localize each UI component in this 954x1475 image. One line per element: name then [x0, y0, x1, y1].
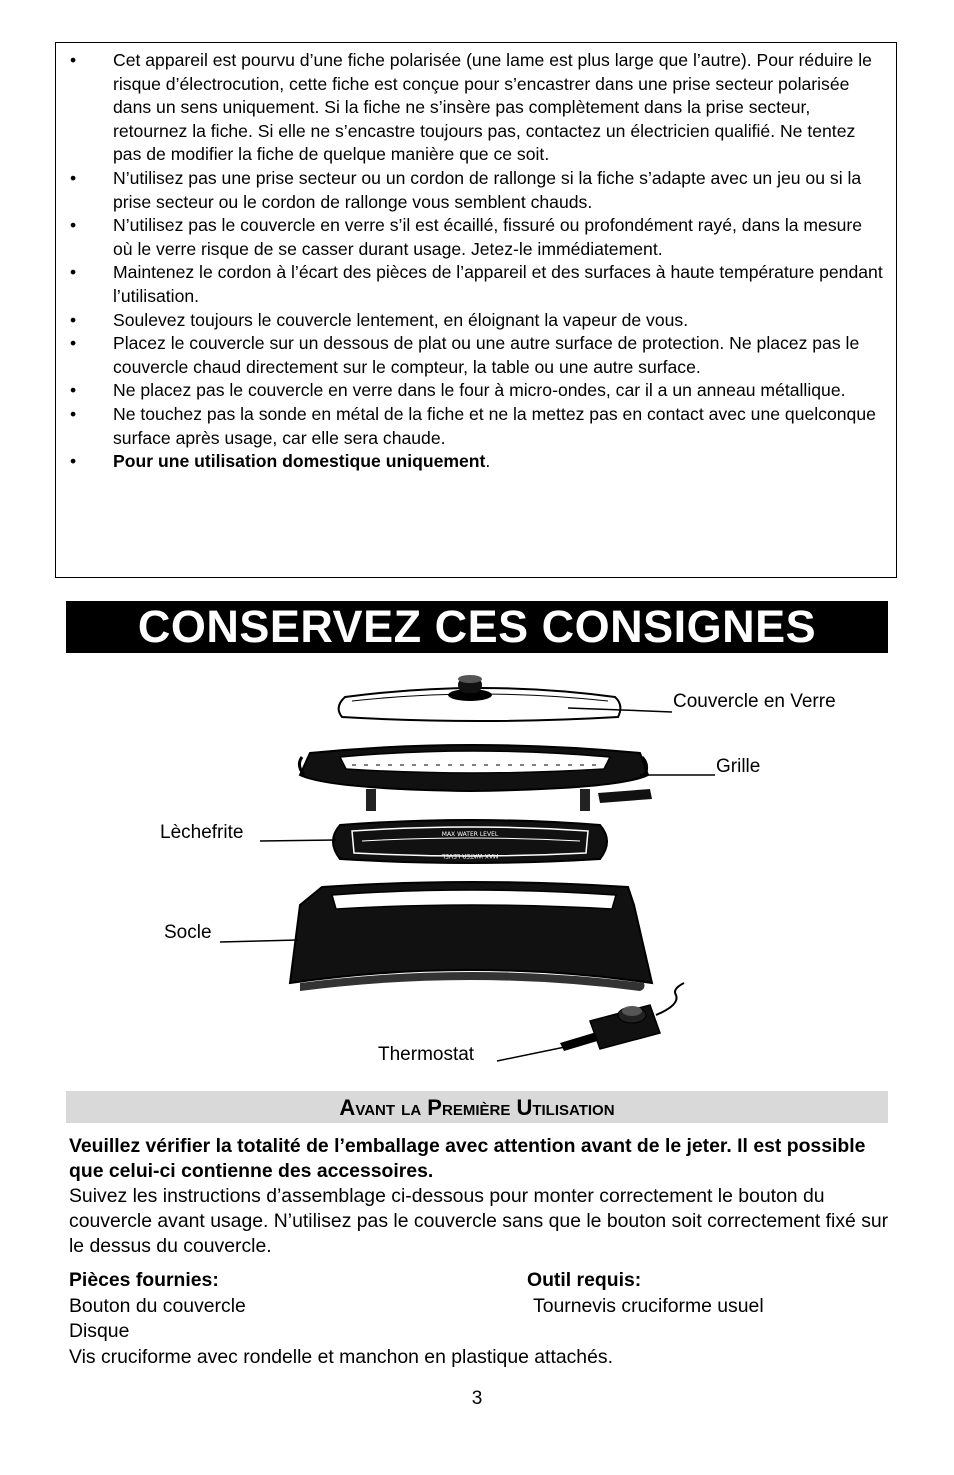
assembly-instructions: Suivez les instructions d’assemblage ci-dessous pour monter correctement le bouton du couvercle avant usage. N’utilisez pas le couvercle sans que le bouton soit correctement fixé sur le dessus du couvercle. — [69, 1185, 889, 1257]
warning-item — [56, 214, 884, 261]
warning-item — [56, 379, 884, 403]
label-base: Socle — [164, 922, 212, 943]
leader-thermostat — [497, 1047, 565, 1061]
bullet: • — [70, 167, 77, 188]
base-illustration — [290, 882, 652, 991]
label-drip-tray: Lèchefrite — [160, 822, 244, 843]
parts-heading: Pièces fournies: — [69, 1269, 219, 1291]
bullet: • — [70, 403, 77, 424]
tools-column — [527, 1268, 764, 1319]
warning-item — [56, 332, 884, 379]
bullet: • — [70, 50, 77, 70]
parts-illustration — [0, 665, 954, 1085]
drip-tray-illustration — [333, 820, 607, 863]
part-item: Vis cruciforme avec rondelle et manchon en plastique attachés. — [69, 1345, 613, 1368]
thermostat-illustration — [560, 983, 684, 1051]
warning-text: Cet appareil est pourvu d’une fiche polarisée (une lame est plus large que l’autre). Pour réduire le risque d’électrocution, cette fiche est conçue pour s’encastrer dans une prise secteur polarisée dans un sens uniquement. Si la fiche ne s’insère pas complètement dans la prise secteur, retournez la fiche. Si elle ne s’encastre toujours pas, contactez un électricien qualifié. Ne tentez pas de modifier la fiche de quelque manière que ce soit. — [113, 50, 872, 165]
tray-label-bottom: MAX WATER LEVEL — [441, 852, 499, 859]
warning-item — [56, 403, 884, 450]
bullet: • — [70, 451, 77, 472]
warning-item — [56, 49, 884, 167]
warning-text: Ne placez pas le couvercle en verre dans le four à micro-ondes, car il a un anneau métallique. — [113, 380, 846, 401]
warning-item — [56, 167, 884, 214]
warning-text: Placez le couvercle sur un dessous de plat ou une autre surface de protection. Ne placez pas le couvercle chaud directement sur le compteur, la table ou une autre surface. — [113, 333, 860, 377]
part-item: Disque — [69, 1320, 130, 1342]
parts-diagram — [0, 665, 954, 1085]
label-grill: Grille — [716, 756, 761, 777]
bullet: • — [70, 262, 77, 283]
tray-label-top: MAX WATER LEVEL — [441, 831, 499, 838]
part-item: Bouton du couvercle — [69, 1294, 246, 1317]
tool-item: Tournevis cruciforme usuel — [533, 1294, 764, 1317]
household-use-suffix: . — [485, 451, 491, 472]
warning-text: N’utilisez pas le couvercle en verre s’il est écaillé, fissuré ou profondément rayé, dans la mesure où le verre risque de se casser durant usage. Jetez-le immédiatement. — [113, 215, 863, 259]
warning-item — [56, 309, 884, 333]
warning-text: Maintenez le cordon à l’écart des pièces de l’appareil et des surfaces à haute température pendant l’utilisation. — [113, 262, 883, 306]
packaging-notice: Veuillez vérifier la totalité de l’emballage avec attention avant de le jeter. Il est possible que celui-ci contienne des accessoires. — [69, 1135, 866, 1182]
bullet: • — [70, 333, 77, 354]
safety-warnings-box — [55, 42, 897, 578]
save-instructions-banner: CONSERVEZ CES CONSIGNES — [66, 601, 888, 653]
leader-drip-tray — [260, 840, 336, 841]
parts-and-tools — [69, 1268, 899, 1370]
warning-item — [56, 261, 884, 308]
bullet: • — [70, 215, 77, 236]
bullet: • — [70, 380, 77, 401]
label-thermostat: Thermostat — [378, 1044, 475, 1065]
intro-section — [69, 1134, 899, 1259]
leader-base — [220, 940, 298, 942]
warning-text: N’utilisez pas une prise secteur ou un cordon de rallonge si la fiche s’adapte avec un jeu ou si la prise secteur ou le cordon de rallonge vous semblent chauds. — [113, 167, 862, 212]
label-glass-lid: Couvercle en Verre — [673, 691, 836, 712]
parts-column — [69, 1268, 899, 1370]
glass-lid-illustration — [339, 675, 621, 721]
warning-text: Ne touchez pas la sonde en métal de la fiche et ne la mettez pas en contact avec une quelconque surface après usage, car elle sera chaude. — [113, 403, 876, 448]
warnings-list — [56, 43, 896, 474]
page-number: 3 — [471, 1388, 483, 1409]
household-use-text: Pour une utilisation domestique uniquement — [113, 451, 486, 472]
tool-heading: Outil requis: — [527, 1269, 642, 1291]
grill-illustration — [299, 745, 652, 811]
section-title-before-first-use: Avant la Première Utilisation — [66, 1091, 888, 1123]
warning-text: Soulevez toujours le couvercle lentement, en éloignant la vapeur de vous. — [113, 309, 689, 330]
bullet: • — [70, 309, 77, 330]
warning-item-household — [56, 450, 884, 474]
